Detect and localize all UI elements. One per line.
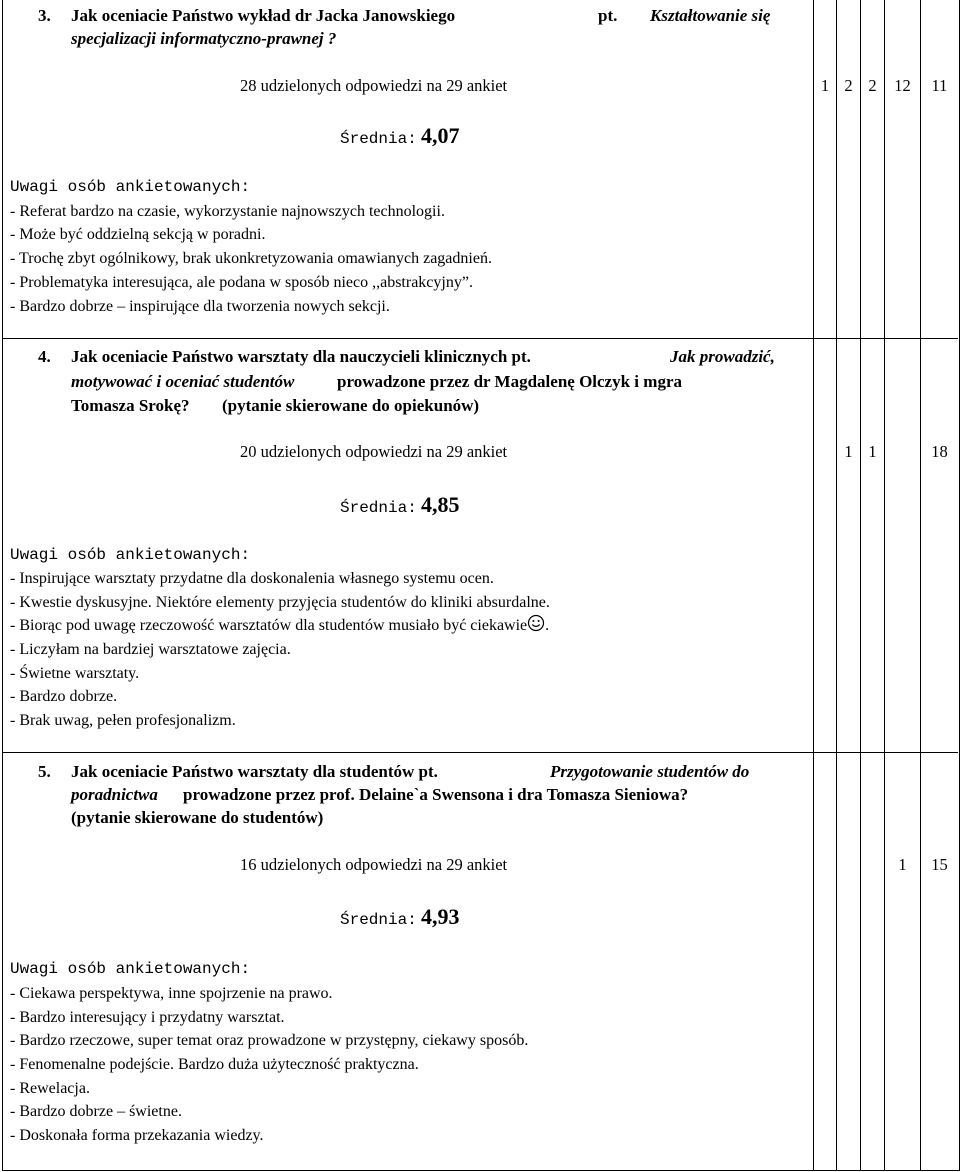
question-title: motywować i oceniać studentów [71,372,295,391]
comment-item: - Problematyka interesująca, ale podana w sposób nieco ,,abstrakcyjny”. [10,274,473,291]
count-cell: 1 [844,442,853,461]
count-cell: 1 [820,76,830,95]
count-cell: 2 [844,76,853,95]
comment-item: - Biorąc pod uwagę rzeczowość warsztatów dla studentów musiało być ciekawie . [10,614,549,637]
comment-item: - Doskonała forma przekazania wiedzy. [10,1127,264,1144]
comments-heading: Uwagi osób ankietowanych: [10,960,251,978]
comment-item: - Bardzo interesujący i przydatny warsztat. [10,1009,285,1026]
comment-item: - Bardzo dobrze. [10,688,118,705]
question-title: specjalizacji informatyczno-prawnej ? [71,29,337,48]
question-title: Kształtowanie się [650,6,771,25]
question-note: (pytanie skierowane do opiekunów) [222,396,480,415]
question-text: Tomasza Srokę? [71,396,190,415]
comment-item: - Bardzo dobrze – inspirujące dla tworzenia nowych sekcji. [10,298,390,315]
responses-count: 20 udzielonych odpowiedzi na 29 ankiet [240,442,508,461]
count-cell: 18 [931,442,948,461]
question-text: Jak oceniacie Państwo warsztaty dla nauczycieli klinicznych pt. [71,347,531,366]
question-number: 5. [38,762,51,781]
comment-item: - Ciekawa perspektywa, inne spojrzenie na prawo. [10,985,333,1002]
count-cell: 1 [868,442,877,461]
question-number: 3. [38,6,51,25]
question-text: Jak oceniacie Państwo wykład dr Jacka Janowskiego [71,6,456,25]
row-divider [2,338,958,339]
comment-item: - Inspirujące warsztaty przydatne dla doskonalenia własnego systemu ocen. [10,570,494,587]
question-title: Przygotowanie studentów do [550,762,750,781]
question-text: prowadzone przez dr Magdalenę Olczyk i mgra [337,372,682,391]
count-cell: 11 [931,76,948,95]
count-cell: 1 [898,855,907,874]
question-title: poradnictwa [71,785,158,804]
average-value: 4,93 [420,904,460,929]
average-value: 4,85 [420,492,460,517]
question-number: 4. [38,347,51,366]
comment-item: - Świetne warsztaty. [10,665,140,682]
row-divider [2,752,958,753]
count-cell: 12 [894,76,911,95]
column-divider [920,0,921,1170]
column-divider [836,0,837,1170]
comment-item: - Brak uwag, pełen profesjonalizm. [10,712,236,729]
comments-heading: Uwagi osób ankietowanych: [10,178,251,196]
question-note: (pytanie skierowane do studentów) [71,808,324,827]
question-text: Jak oceniacie Państwo warsztaty dla studentów pt. [71,762,438,781]
comment-item: - Rewelacja. [10,1080,90,1097]
comment-item: - Może być oddzielną sekcją w poradni. [10,226,266,243]
average-label: Średnia: [340,499,417,517]
column-divider [813,0,814,1170]
comment-item: - Liczyłam na bardziej warsztatowe zajęcia. [10,641,291,658]
comment-item: - Referat bardzo na czasie, wykorzystanie najnowszych technologii. [10,203,445,220]
responses-count: 16 udzielonych odpowiedzi na 29 ankiet [240,855,508,874]
question-text: pt. [598,6,618,25]
responses-count: 28 udzielonych odpowiedzi na 29 ankiet [240,76,508,95]
comment-item: - Fenomenalne podejście. Bardzo duża użyteczność praktyczna. [10,1056,419,1073]
comment-text: - Biorąc pod uwagę rzeczowość warsztatów dla studentów musiało być ciekawie [10,617,528,634]
count-cell: 2 [868,76,877,95]
comment-item: - Kwestie dyskusyjne. Niektóre elementy przyjęcia studentów do kliniki absurdalne. [10,594,550,611]
column-divider [884,0,885,1170]
question-text: prowadzone przez prof. Delaine`a Swensona i dra Tomasza Sieniowa? [183,785,689,804]
average-label: Średnia: [340,130,417,148]
question-title: Jak prowadzić, [670,347,775,366]
average-value: 4,07 [420,123,460,148]
count-cell: 15 [931,855,948,874]
average-label: Średnia: [340,911,417,929]
comment-item: - Bardzo rzeczowe, super temat oraz prowadzone w przystępny, ciekawy sposób. [10,1032,529,1049]
comments-heading: Uwagi osób ankietowanych: [10,546,251,564]
comment-item: - Bardzo dobrze – świetne. [10,1103,182,1120]
smiley-icon [527,614,545,632]
comment-item: - Trochę zbyt ogólnikowy, brak ukonkretyzowania omawianych zagadnień. [10,250,492,267]
column-divider [860,0,861,1170]
